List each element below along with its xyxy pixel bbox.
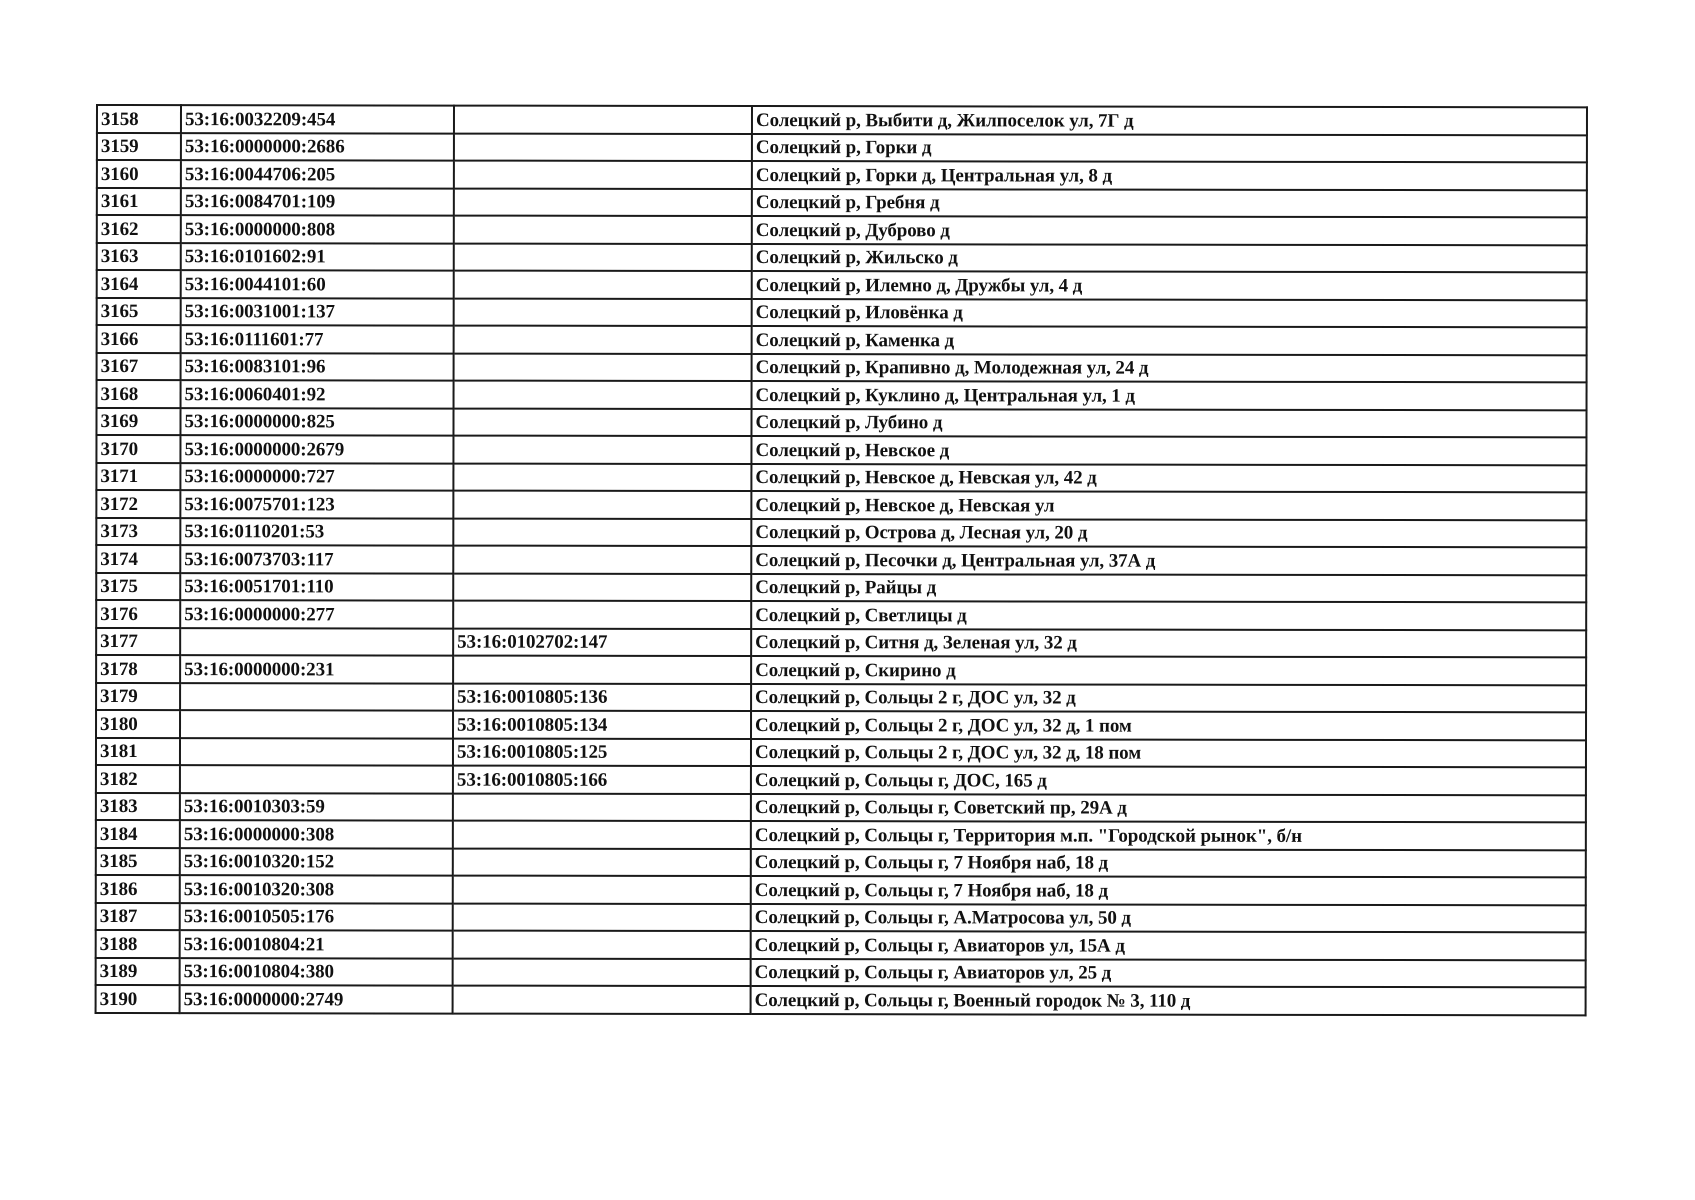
secondary-cadastral-number-cell: 53:16:0010805:134 <box>453 711 751 739</box>
address-cell: Солецкий р, Сольцы г, 7 Ноября наб, 18 д <box>751 876 1586 905</box>
secondary-cadastral-number-cell <box>453 986 751 1014</box>
address-cell: Солецкий р, Невское д <box>751 436 1586 465</box>
address-cell: Солецкий р, Ситня д, Зеленая ул, 32 д <box>751 629 1586 658</box>
address-cell: Солецкий р, Песочки д, Центральная ул, 37А д <box>751 546 1586 575</box>
registry-table-body <box>96 105 1587 1015</box>
table-row <box>96 793 1586 823</box>
address-cell: Солецкий р, Светлицы д <box>751 601 1586 630</box>
address-cell: Солецкий р, Сольцы г, Военный городок № 3, 110 д <box>751 986 1586 1015</box>
table-row <box>97 188 1587 218</box>
address-cell: Солецкий р, Горки д, Центральная ул, 8 д <box>752 161 1587 190</box>
cadastral-number-cell: 53:16:0000000:2679 <box>180 435 453 463</box>
row-number-cell: 3171 <box>96 463 180 491</box>
cadastral-number-cell: 53:16:0000000:808 <box>181 215 454 243</box>
table-row <box>96 710 1586 740</box>
table-row <box>96 875 1586 905</box>
secondary-cadastral-number-cell <box>454 381 752 409</box>
table-row <box>97 353 1587 383</box>
secondary-cadastral-number-cell <box>454 106 752 134</box>
row-number-cell: 3166 <box>97 325 181 353</box>
row-number-cell: 3169 <box>96 408 180 436</box>
cadastral-number-cell: 53:16:0010303:59 <box>180 793 453 821</box>
row-number-cell: 3172 <box>96 490 180 518</box>
row-number-cell: 3164 <box>97 270 181 298</box>
row-number-cell: 3183 <box>96 793 180 821</box>
cadastral-number-cell: 53:16:0010505:176 <box>180 903 453 931</box>
table-row <box>97 270 1587 300</box>
cadastral-number-cell: 53:16:0000000:825 <box>180 408 453 436</box>
cadastral-number-cell <box>180 765 453 793</box>
cadastral-number-cell <box>180 683 453 711</box>
row-number-cell: 3179 <box>96 683 180 711</box>
table-row <box>97 105 1587 135</box>
address-cell: Солецкий р, Сольцы г, А.Матросова ул, 50 д <box>751 904 1586 933</box>
secondary-cadastral-number-cell <box>454 216 752 244</box>
secondary-cadastral-number-cell <box>453 821 751 849</box>
table-row <box>97 298 1587 328</box>
row-number-cell: 3190 <box>96 985 180 1013</box>
table-row <box>96 490 1586 520</box>
row-number-cell: 3184 <box>96 820 180 848</box>
row-number-cell: 3187 <box>96 903 180 931</box>
secondary-cadastral-number-cell: 53:16:0102702:147 <box>453 628 751 656</box>
row-number-cell: 3175 <box>96 573 180 601</box>
secondary-cadastral-number-cell <box>453 573 751 601</box>
address-cell: Солецкий р, Дуброво д <box>752 216 1587 245</box>
cadastral-number-cell: 53:16:0000000:2686 <box>181 133 454 161</box>
address-cell: Солецкий р, Выбити д, Жилпоселок ул, 7Г д <box>752 106 1587 135</box>
secondary-cadastral-number-cell <box>453 903 751 931</box>
row-number-cell: 3189 <box>96 958 180 986</box>
secondary-cadastral-number-cell <box>453 546 751 574</box>
table-row <box>96 655 1586 685</box>
row-number-cell: 3168 <box>97 380 181 408</box>
secondary-cadastral-number-cell: 53:16:0010805:136 <box>453 683 751 711</box>
cadastral-number-cell: 53:16:0051701:110 <box>180 573 453 601</box>
secondary-cadastral-number-cell <box>454 326 752 354</box>
cadastral-number-cell <box>180 628 453 656</box>
table-row <box>96 903 1586 933</box>
table-row <box>97 133 1587 163</box>
row-number-cell: 3163 <box>97 243 181 271</box>
address-cell: Солецкий р, Невское д, Невская ул <box>751 491 1586 520</box>
cadastral-number-cell: 53:16:0044101:60 <box>181 270 454 298</box>
row-number-cell: 3161 <box>97 188 181 216</box>
table-row <box>96 545 1586 575</box>
address-cell: Солецкий р, Сольцы 2 г, ДОС ул, 32 д <box>751 684 1586 713</box>
table-row <box>96 683 1586 713</box>
row-number-cell: 3182 <box>96 765 180 793</box>
cadastral-number-cell: 53:16:0000000:277 <box>180 600 453 628</box>
address-cell: Солецкий р, Сольцы г, ДОС, 165 д <box>751 766 1586 795</box>
secondary-cadastral-number-cell <box>453 491 751 519</box>
table-row <box>96 463 1586 493</box>
cadastral-number-cell: 53:16:0044706:205 <box>181 160 454 188</box>
cadastral-number-cell: 53:16:0101602:91 <box>181 243 454 271</box>
table-row <box>96 958 1586 988</box>
row-number-cell: 3162 <box>97 215 181 243</box>
row-number-cell: 3170 <box>96 435 180 463</box>
secondary-cadastral-number-cell <box>454 271 752 299</box>
table-row <box>97 160 1587 190</box>
address-cell: Солецкий р, Острова д, Лесная ул, 20 д <box>751 519 1586 548</box>
secondary-cadastral-number-cell <box>454 133 752 161</box>
secondary-cadastral-number-cell <box>453 931 751 959</box>
secondary-cadastral-number-cell: 53:16:0010805:166 <box>453 766 751 794</box>
secondary-cadastral-number-cell <box>454 243 752 271</box>
row-number-cell: 3159 <box>97 133 181 161</box>
address-cell: Солецкий р, Гребня д <box>752 189 1587 218</box>
cadastral-number-cell: 53:16:0084701:109 <box>181 188 454 216</box>
cadastral-number-cell: 53:16:0075701:123 <box>180 490 453 518</box>
secondary-cadastral-number-cell <box>453 656 751 684</box>
cadastral-number-cell: 53:16:0010804:21 <box>180 930 453 958</box>
cadastral-number-cell: 53:16:0010320:152 <box>180 848 453 876</box>
table-row <box>96 435 1586 465</box>
table-row <box>97 325 1587 355</box>
cadastral-number-cell <box>180 738 453 766</box>
cadastral-number-cell: 53:16:0060401:92 <box>181 380 454 408</box>
row-number-cell: 3178 <box>96 655 180 683</box>
property-registry-table <box>95 104 1588 1016</box>
secondary-cadastral-number-cell <box>453 436 751 464</box>
address-cell: Солецкий р, Горки д <box>752 134 1587 163</box>
row-number-cell: 3160 <box>97 160 181 188</box>
secondary-cadastral-number-cell <box>453 463 751 491</box>
cadastral-number-cell: 53:16:0111601:77 <box>181 325 454 353</box>
cadastral-number-cell: 53:16:0032209:454 <box>181 105 454 133</box>
row-number-cell: 3188 <box>96 930 180 958</box>
table-row <box>96 765 1586 795</box>
cadastral-number-cell: 53:16:0083101:96 <box>181 353 454 381</box>
cadastral-number-cell: 53:16:0000000:727 <box>180 463 453 491</box>
secondary-cadastral-number-cell <box>453 876 751 904</box>
table-row <box>96 408 1586 438</box>
table-row <box>97 243 1587 273</box>
address-cell: Солецкий р, Сольцы г, Территория м.п. "Городской рынок", б/н <box>751 821 1586 850</box>
cadastral-number-cell: 53:16:0000000:308 <box>180 820 453 848</box>
row-number-cell: 3174 <box>96 545 180 573</box>
row-number-cell: 3186 <box>96 875 180 903</box>
cadastral-number-cell: 53:16:0010804:380 <box>180 958 453 986</box>
cadastral-number-cell: 53:16:0031001:137 <box>181 298 454 326</box>
secondary-cadastral-number-cell <box>454 353 752 381</box>
secondary-cadastral-number-cell <box>454 188 752 216</box>
address-cell: Солецкий р, Сольцы 2 г, ДОС ул, 32 д, 1 пом <box>751 711 1586 740</box>
secondary-cadastral-number-cell <box>453 518 751 546</box>
cadastral-number-cell: 53:16:0073703:117 <box>180 545 453 573</box>
row-number-cell: 3167 <box>97 353 181 381</box>
table-row <box>96 600 1586 630</box>
address-cell: Солецкий р, Сольцы г, 7 Ноября наб, 18 д <box>751 849 1586 878</box>
row-number-cell: 3158 <box>97 105 181 133</box>
row-number-cell: 3177 <box>96 628 180 656</box>
address-cell: Солецкий р, Скирино д <box>751 656 1586 685</box>
table-row <box>96 930 1586 960</box>
address-cell: Солецкий р, Куклино д, Центральная ул, 1 д <box>752 381 1587 410</box>
secondary-cadastral-number-cell <box>453 408 751 436</box>
table-row <box>97 380 1587 410</box>
table-row <box>96 820 1586 850</box>
address-cell: Солецкий р, Сольцы г, Авиаторов ул, 15А д <box>751 931 1586 960</box>
cadastral-number-cell: 53:16:0010320:308 <box>180 875 453 903</box>
secondary-cadastral-number-cell <box>453 958 751 986</box>
cadastral-number-cell: 53:16:0110201:53 <box>180 518 453 546</box>
address-cell: Солецкий р, Каменка д <box>752 326 1587 355</box>
secondary-cadastral-number-cell <box>453 793 751 821</box>
secondary-cadastral-number-cell <box>454 298 752 326</box>
table-row <box>96 628 1586 658</box>
address-cell: Солецкий р, Илемно д, Дружбы ул, 4 д <box>752 271 1587 300</box>
table-row <box>97 215 1587 245</box>
address-cell: Солецкий р, Сольцы 2 г, ДОС ул, 32 д, 18 пом <box>751 739 1586 768</box>
address-cell: Солецкий р, Иловёнка д <box>752 299 1587 328</box>
cadastral-number-cell <box>180 710 453 738</box>
cadastral-number-cell: 53:16:0000000:231 <box>180 655 453 683</box>
address-cell: Солецкий р, Жильско д <box>752 244 1587 273</box>
row-number-cell: 3181 <box>96 738 180 766</box>
table-row <box>96 573 1586 603</box>
row-number-cell: 3176 <box>96 600 180 628</box>
row-number-cell: 3173 <box>96 518 180 546</box>
row-number-cell: 3185 <box>96 848 180 876</box>
row-number-cell: 3180 <box>96 710 180 738</box>
table-row <box>96 518 1586 548</box>
table-row <box>96 848 1586 878</box>
secondary-cadastral-number-cell: 53:16:0010805:125 <box>453 738 751 766</box>
secondary-cadastral-number-cell <box>453 848 751 876</box>
secondary-cadastral-number-cell <box>453 601 751 629</box>
address-cell: Солецкий р, Лубино д <box>751 409 1586 438</box>
address-cell: Солецкий р, Невское д, Невская ул, 42 д <box>751 464 1586 493</box>
secondary-cadastral-number-cell <box>454 161 752 189</box>
address-cell: Солецкий р, Сольцы г, Советский пр, 29А д <box>751 794 1586 823</box>
row-number-cell: 3165 <box>97 298 181 326</box>
address-cell: Солецкий р, Крапивно д, Молодежная ул, 24 д <box>752 354 1587 383</box>
address-cell: Солецкий р, Райцы д <box>751 574 1586 603</box>
address-cell: Солецкий р, Сольцы г, Авиаторов ул, 25 д <box>751 959 1586 988</box>
cadastral-number-cell: 53:16:0000000:2749 <box>180 985 453 1013</box>
table-row <box>96 985 1586 1015</box>
table-row <box>96 738 1586 768</box>
